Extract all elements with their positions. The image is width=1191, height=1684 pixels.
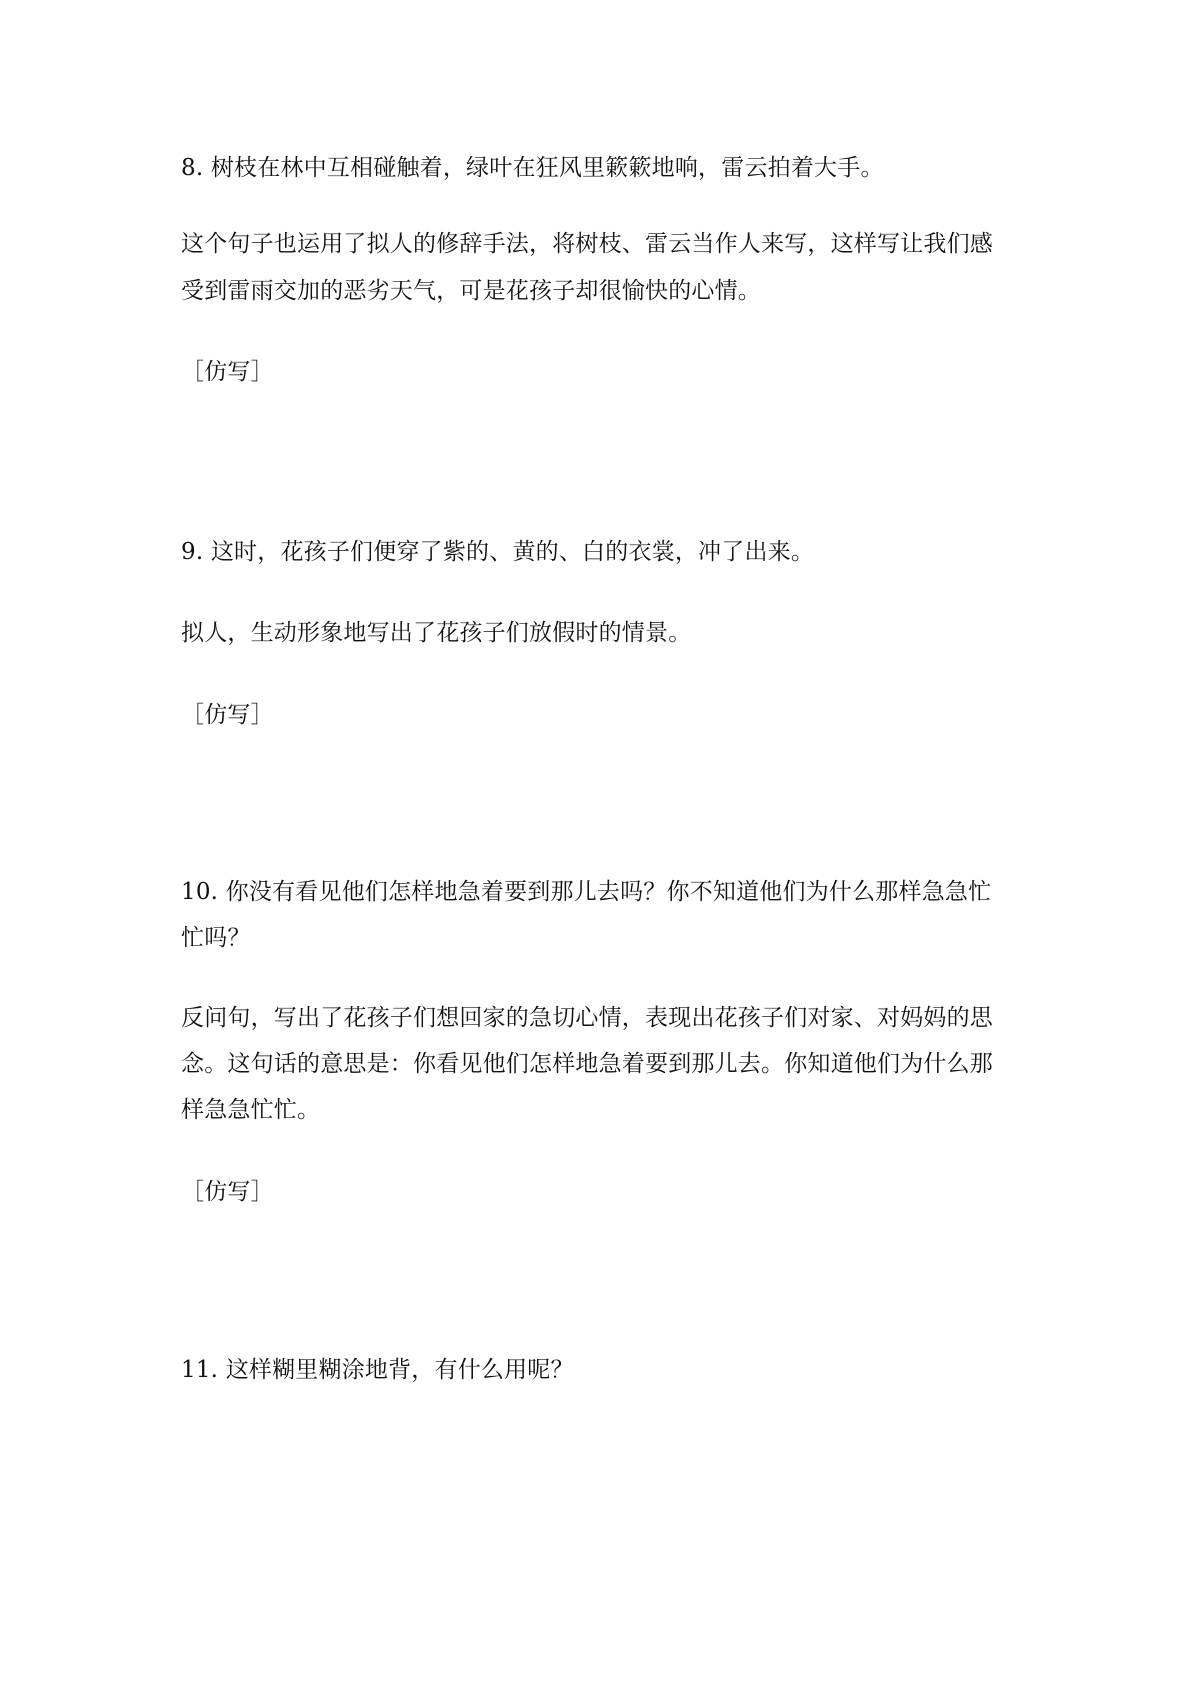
- q9-analysis-line-1: 拟人，生动形象地写出了花孩子们放假时的情景。: [181, 620, 692, 646]
- q10-analysis-line-1: 反问句，写出了花孩子们想回家的急切心情，表现出花孩子们对家、对妈妈的思: [181, 1005, 993, 1031]
- q10-sentence-line-1: 10. 你没有看见他们怎样地急着要到那儿去吗？你不知道他们为什么那样急急忙: [181, 879, 992, 905]
- q8-imitate-label: ［仿写］: [181, 359, 274, 385]
- q10-analysis-line-2: 念。这句话的意思是：你看见他们怎样地急着要到那儿去。你知道他们为什么那: [181, 1051, 993, 1077]
- q9-imitate-label: ［仿写］: [181, 702, 274, 728]
- q11-sentence: 11. 这样糊里糊涂地背，有什么用呢？: [181, 1357, 574, 1383]
- q9-sentence: 9. 这时，花孩子们便穿了紫的、黄的、白的衣裳，冲了出来。: [181, 539, 815, 565]
- q8-sentence: 8. 树枝在林中互相碰触着，绿叶在狂风里簌簌地响，雷云拍着大手。: [181, 155, 884, 181]
- q8-analysis-line-2: 受到雷雨交加的恶劣天气，可是花孩子却很愉快的心情。: [181, 278, 761, 304]
- q8-analysis-line-1: 这个句子也运用了拟人的修辞手法，将树枝、雷云当作人来写，这样写让我们感: [181, 231, 993, 257]
- q10-analysis-line-3: 样急急忙忙。: [181, 1097, 321, 1123]
- q10-sentence-line-2: 忙吗？: [181, 925, 251, 951]
- q10-imitate-label: ［仿写］: [181, 1179, 274, 1205]
